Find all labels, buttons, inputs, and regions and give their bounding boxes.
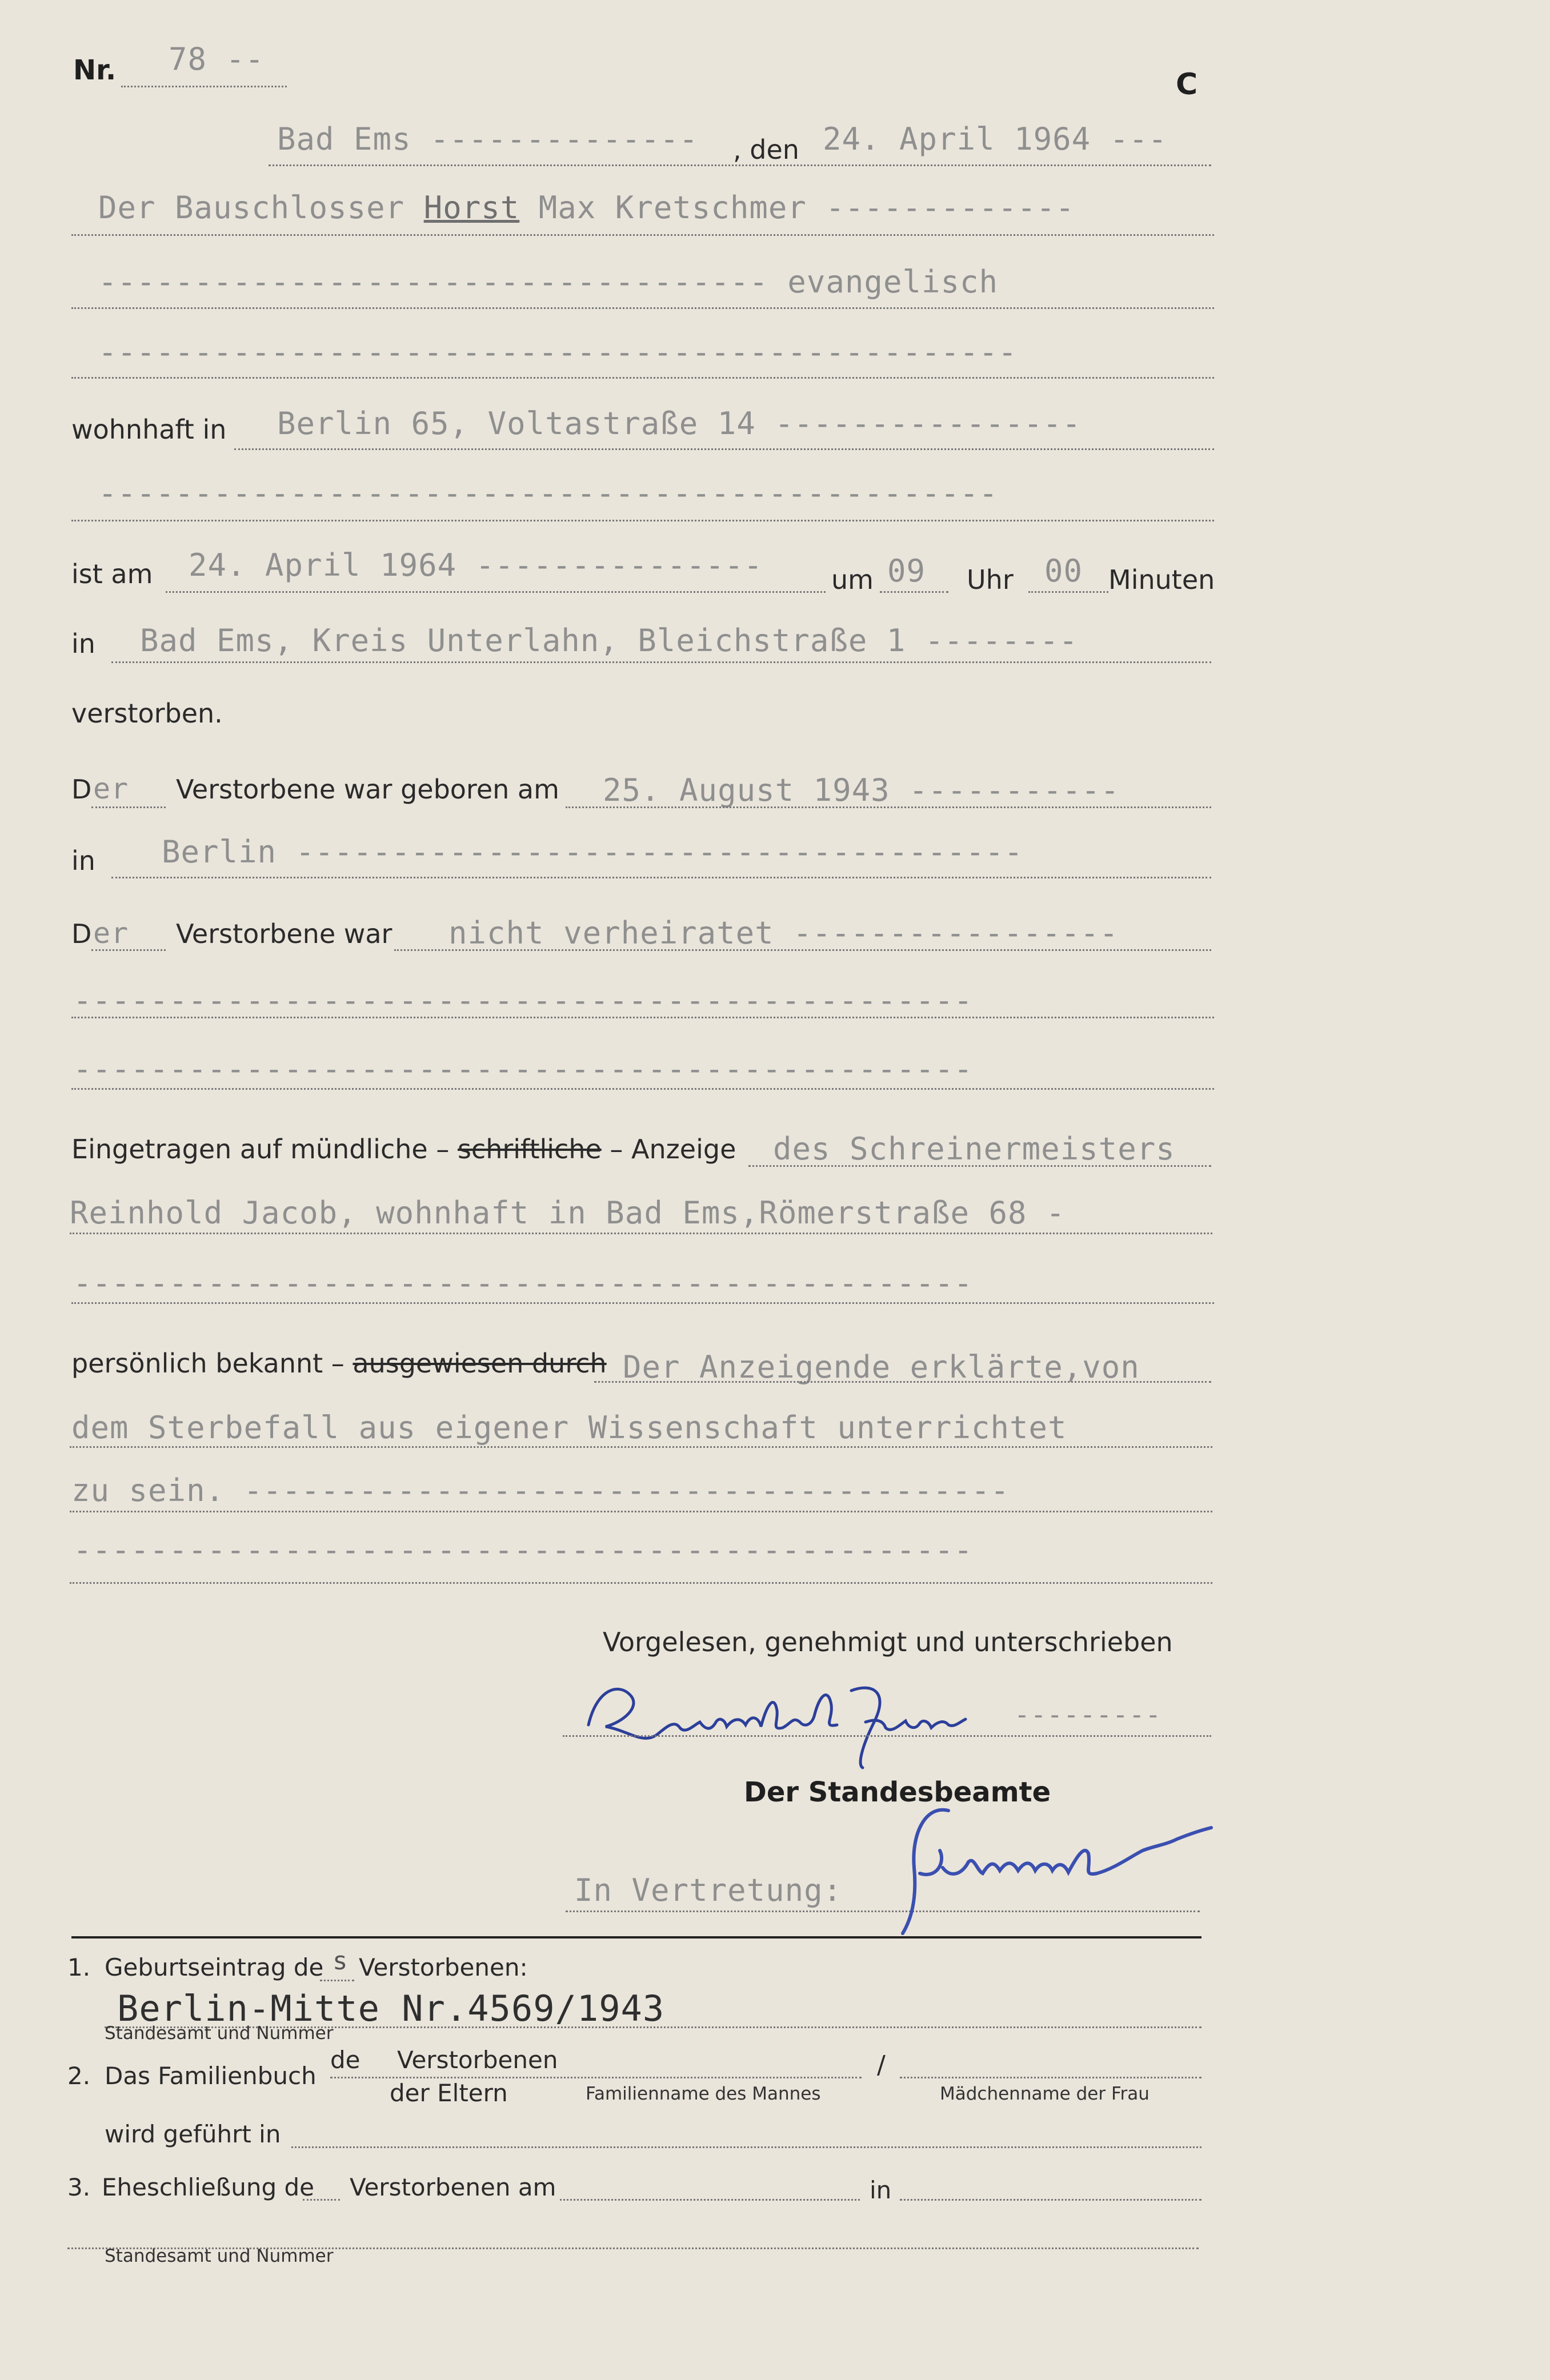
footer-item2-wird-label: wird geführt in <box>105 2120 281 2148</box>
blank-line: ------------------------------------------------ <box>98 334 1018 370</box>
birth-place-dotline <box>111 877 1211 878</box>
birth-place-in-label: in <box>71 845 95 876</box>
hour-dotline <box>880 591 948 593</box>
footer-item3-date-dotline <box>560 2199 860 2201</box>
footer-item1-label-post: Verstorbenen: <box>359 1953 528 1981</box>
footer-item2-number: 2. <box>67 2062 91 2090</box>
identity-line0: Der Anzeigende erklärte,von <box>623 1349 1140 1385</box>
identity-label <box>71 1348 607 1379</box>
marital-d-prefix: D <box>71 918 92 949</box>
residence-line2: ----------------------------------------------- <box>98 475 999 511</box>
deputy-label: In Vertretung: <box>574 1872 843 1908</box>
footer-item3-label-pre: Eheschließung de <box>102 2173 314 2201</box>
blank-dotline <box>71 377 1214 379</box>
report-line1: Reinhold Jacob, wohnhaft in Bad Ems,Römerstraße 68 - <box>70 1195 1066 1231</box>
minutes-dotline <box>1028 591 1108 593</box>
marital-dotline <box>394 949 1211 951</box>
ist-am-label: ist am <box>71 559 153 589</box>
death-minutes: 00 <box>1044 553 1083 589</box>
footer-item3-label-mid: Verstorbenen am <box>350 2173 556 2201</box>
residence-dotline1 <box>234 448 1214 450</box>
birth-date-dotline <box>566 806 1211 808</box>
footer-item1-value: Berlin-Mitte Nr.4569/1943 <box>117 1988 665 2029</box>
report-dotline0 <box>748 1165 1211 1167</box>
report-dotline2 <box>71 1302 1214 1304</box>
death-place-in-label: in <box>71 628 95 659</box>
footer-item1-label-pre: Geburtseintrag de <box>105 1953 324 1981</box>
report-label <box>71 1134 736 1165</box>
nr-dotline <box>121 86 287 87</box>
registrar-label: Der Standesbeamte <box>744 1776 1051 1808</box>
um-label: um <box>831 564 874 595</box>
birth-date: 25. August 1943 ----------- <box>603 772 1120 808</box>
birth-d-dotline <box>91 806 166 808</box>
person-occupation: Der Bauschlosser <box>98 190 405 226</box>
footer-item2-dotline-wife <box>900 2077 1201 2078</box>
place-date-dotline <box>269 164 1211 166</box>
den-label: , den <box>733 134 799 165</box>
place-value: Bad Ems -------------- <box>277 121 699 157</box>
footer-item3-number: 3. <box>67 2173 91 2201</box>
birth-d-suffix: er <box>93 772 129 805</box>
reporter-signature-dotline <box>563 1735 1211 1737</box>
marital-status: nicht verheiratet ----------------- <box>448 915 1119 951</box>
report-line2: ----------------------------------------------- <box>73 1265 974 1301</box>
footer-item3-fill-dotline <box>303 2199 340 2201</box>
footer-item3-place-dotline <box>900 2199 1201 2201</box>
death-place-dotline <box>111 661 1211 663</box>
marital-line1: ----------------------------------------------- <box>73 982 974 1018</box>
nr-label: Nr. <box>73 54 117 86</box>
read-approved-label: Vorgelesen, genehmigt und unterschrieben <box>603 1627 1173 1657</box>
footer-item2-label: Das Familienbuch <box>105 2062 317 2090</box>
birth-label: Verstorbene war geboren am <box>176 774 559 805</box>
person-rest-name: Max Kretschmer ------------- <box>538 190 1075 226</box>
footer-item2-verstorbenen: Verstorbenen <box>397 2046 558 2074</box>
death-date-dotline <box>166 591 826 593</box>
footer-item1-fill-dotline <box>320 1980 354 1981</box>
report-label-pre: Eingetragen auf mündliche – <box>71 1134 450 1165</box>
footer-item3-in-label: in <box>870 2176 892 2204</box>
identity-dotline3 <box>70 1582 1212 1584</box>
religion-line: ----------------------------------- evangelisch <box>98 264 999 300</box>
registrar-signature <box>857 1793 1257 1942</box>
reporter-signature <box>577 1671 1011 1773</box>
identity-dotline2 <box>70 1511 1212 1512</box>
footer-item2-caption-wife: Mädchenname der Frau <box>940 2084 1150 2104</box>
identity-line3: ----------------------------------------------- <box>73 1532 974 1568</box>
person-first-name: Horst <box>423 190 520 226</box>
marital-line2: ----------------------------------------------- <box>73 1051 974 1087</box>
report-line0: des Schreinermeisters <box>773 1131 1175 1167</box>
verstorben-label: verstorben. <box>71 698 223 729</box>
marital-d-suffix: er <box>93 917 129 950</box>
registrar-signature-drawing <box>857 1793 1257 1942</box>
marital-dotline2 <box>71 1088 1214 1090</box>
residence-line1: Berlin 65, Voltastraße 14 ---------------- <box>277 406 1082 442</box>
date-value: 24. April 1964 --- <box>823 121 1168 157</box>
footer-item2-caption-husband: Familienname des Mannes <box>586 2084 821 2104</box>
footer-item1-fill: s <box>333 1946 349 1976</box>
residence-dotline2 <box>71 520 1214 521</box>
marital-d-dotline <box>91 949 166 951</box>
nr-value: 78 -- <box>169 41 265 77</box>
religion-dotline <box>71 307 1214 309</box>
reporter-dashes: --------- <box>1014 1699 1162 1730</box>
report-label-struck: schriftliche <box>457 1134 602 1165</box>
person-dotline <box>71 234 1214 236</box>
footer-item2-de: de <box>330 2046 361 2074</box>
footer-item2-slash: / <box>877 2050 886 2080</box>
minuten-label: Minuten <box>1108 564 1215 595</box>
form-letter: C <box>1176 67 1198 102</box>
identity-line2: zu sein. ---------------------------------------- <box>71 1472 1010 1508</box>
footer-item2-wird-dotline <box>291 2146 1201 2148</box>
footer-item1-number: 1. <box>67 1953 91 1981</box>
person-name-line <box>98 190 1075 226</box>
identity-dotline0 <box>594 1381 1211 1383</box>
report-dotline1 <box>70 1233 1212 1234</box>
identity-dotline1 <box>70 1446 1212 1448</box>
reporter-signature-drawing <box>577 1671 1011 1773</box>
birth-d-prefix: D <box>71 774 92 805</box>
footer-item3-caption: Standesamt und Nummer <box>105 2246 334 2266</box>
report-label-post: – Anzeige <box>610 1134 736 1165</box>
death-hour: 09 <box>887 553 926 589</box>
uhr-label: Uhr <box>967 564 1014 595</box>
residence-label: wohnhaft in <box>71 414 227 445</box>
birth-place: Berlin -------------------------------------- <box>162 834 1023 870</box>
identity-label-struck: ausgewiesen durch <box>353 1348 607 1379</box>
marital-dotline1 <box>71 1017 1214 1018</box>
identity-line1: dem Sterbefall aus eigener Wissenschaft unterrichtet <box>71 1410 1067 1446</box>
identity-label-pre: persönlich bekannt – <box>71 1348 345 1379</box>
death-date: 24. April 1964 --------------- <box>189 547 763 583</box>
footer-separator <box>71 1936 1201 1938</box>
death-place: Bad Ems, Kreis Unterlahn, Bleichstraße 1 -------- <box>140 623 1079 659</box>
footer-item1-caption: Standesamt und Nummer <box>105 2023 334 2044</box>
marital-label: Verstorbene war <box>176 918 392 949</box>
footer-item2-dotline <box>330 2077 862 2078</box>
footer-item2-eltern: der Eltern <box>390 2079 508 2107</box>
